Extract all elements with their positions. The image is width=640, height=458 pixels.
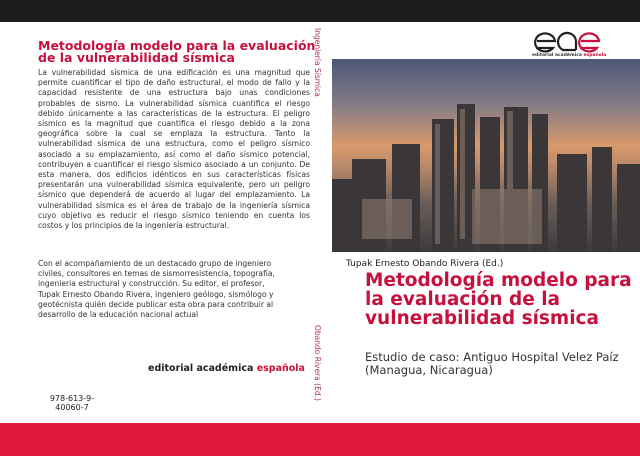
front-title: Metodología modelo para la evaluación de la vulnerabilidad sísmica bbox=[365, 270, 632, 329]
spine-author: Obando Rivera (Ed.) bbox=[313, 325, 322, 401]
front-subtitle: Estudio de caso: Antiguo Hospital Velez Paíz (Managua, Nicaragua) bbox=[365, 350, 619, 377]
logo-caption bbox=[532, 53, 606, 58]
back-cover-title: Metodología modelo para la evaluación de la vulnerabilidad sísmica bbox=[38, 38, 316, 65]
logo-caption-accent: española bbox=[583, 53, 607, 58]
front-author: Tupak Ernesto Obando Rivera (Ed.) bbox=[346, 259, 504, 269]
bottom-band bbox=[0, 423, 640, 456]
barcode bbox=[42, 345, 101, 395]
isbn: 978-613-9-40060-7 bbox=[49, 394, 95, 412]
back-cover-blurb: La vulnerabilidad sísmica de una edificación es una magnitud que permite cuantificar el tipo de daño estructural, el modo de fallo y la capacidad resistente de una estructura bajo unas condiciones probables de sismo. La vulnerabilidad sísmica cuantifica el riesgo debido únicamente a las características de la estructura. El peligro sísmico es la magnitud que cuantifica el riesgo debido a la zona geográfica sobre la cual se emplaza la estructura. Tanto la vulnerabilidad sísmica de una estructura, como el peligro sísmico asociado a su emplazamiento, así como el daño sísmico potencial, contribuyen a cuantificar el riesgo sísmico asociado a un conjunto. De esta manera, dos edificios idénticos en sus características físicas presentarán una vulnerabilidad sísmica equivalente, pero un peligro sísmico que dependerá de acuerdo al lugar del emplazamiento. La vulnerabilidad sísmica es el área de trabajo de la ingeniería sísmica cuyo objetivo es reducir el riesgo sísmico teniendo en cuenta los costos y los principios de la ingeniería estructural. bbox=[38, 68, 310, 231]
top-bar bbox=[0, 0, 640, 22]
logo-caption-main: editorial académica bbox=[532, 53, 584, 58]
publisher-accent: española bbox=[256, 363, 305, 374]
publisher-logo-icon bbox=[533, 27, 603, 55]
city-skyline-photo bbox=[332, 59, 640, 252]
publisher-name bbox=[148, 363, 305, 374]
editor-bio: Con el acompañamiento de un destacado grupo de ingeniero civiles, consultores en temas de sismorresistencia, topografía, ingenieria estructural y construcción. Su editor, el profesor, Tupak Ernesto Obando Rivera, ingeniero geólogo, sismólogo y geotécnista quién decide publicar esta obra para contribuir al desarrollo de la educación nacional actual bbox=[38, 259, 275, 320]
spine-title: Ingeniería Sísmica bbox=[313, 28, 322, 97]
publisher-main: editorial académica bbox=[148, 363, 257, 374]
